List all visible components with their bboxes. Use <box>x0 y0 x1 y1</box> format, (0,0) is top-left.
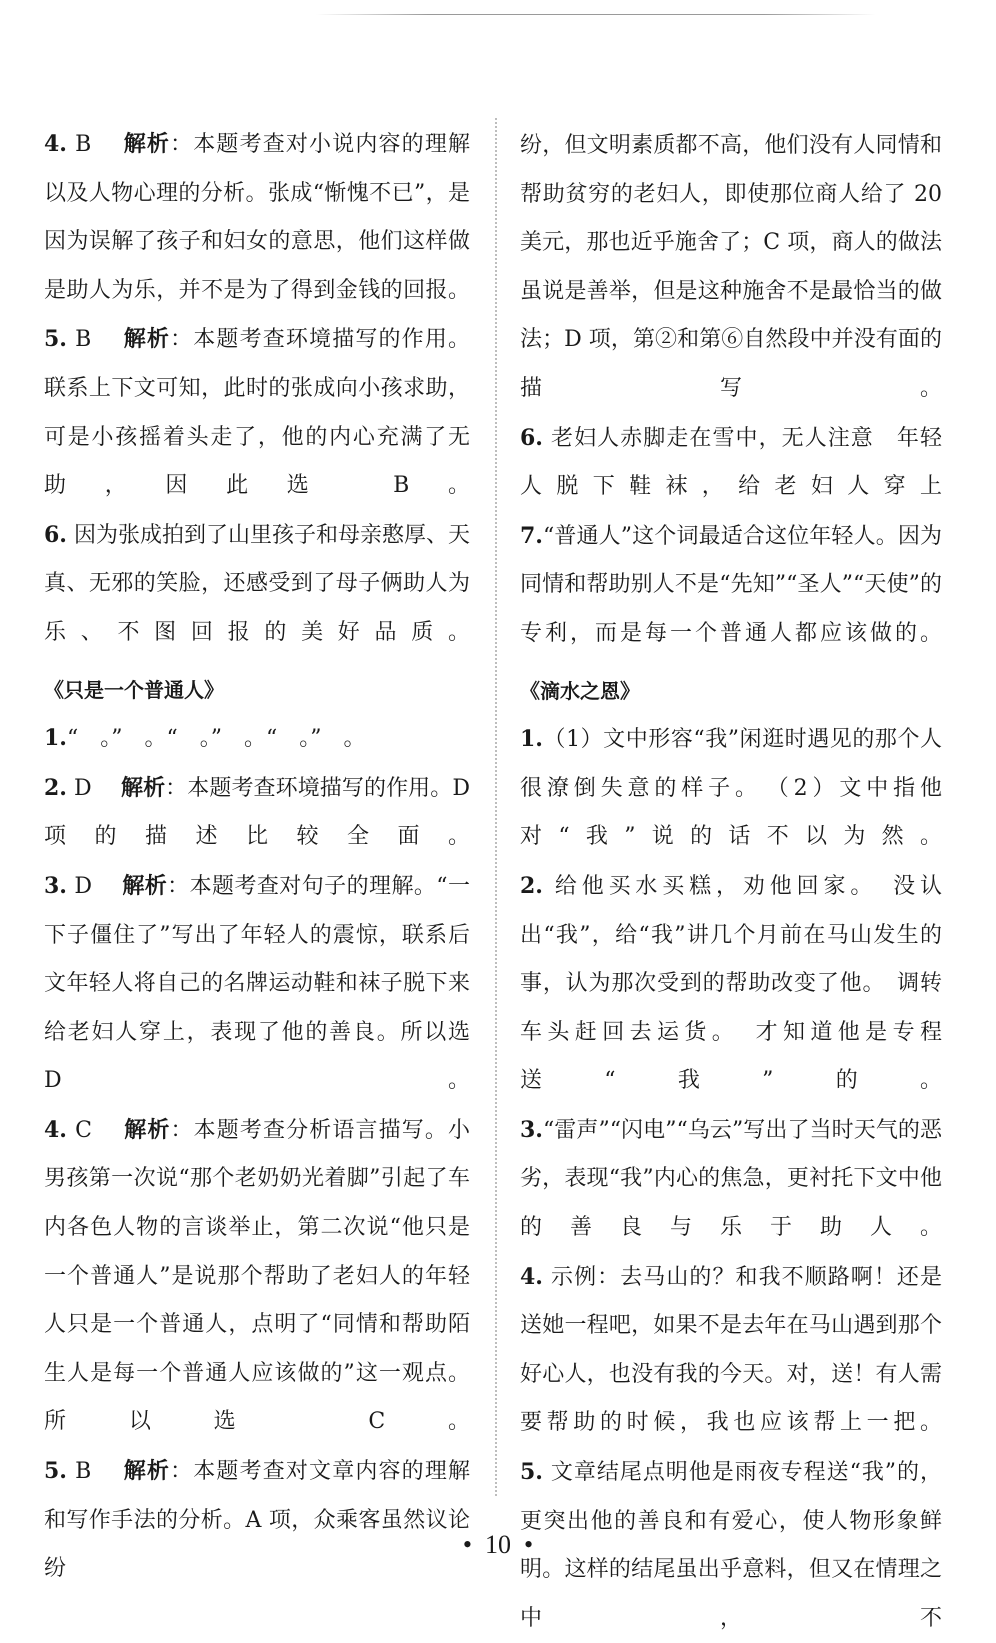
item-text: 给他买水买糕，劝他回家。 没认出“我”，给“我”讲几个月前在马山发生的事，认为那次受到的帮助改变了他。 调转车头赶回去运货。 才知道他是专程送“我”的。 <box>520 873 942 1094</box>
item-text: ：本题考查对文章内容的理解和写作手法的分析。A 项，众乘客虽然议论纷 <box>44 1459 470 1582</box>
item-text: ：本题考查对句子的理解。“一下子僵住了”写出了年轻人的震惊，联系后文年轻人将自己的名牌运动鞋和袜子脱下来给老妇人穿上，表现了他的善良。所以选 D。 <box>44 873 470 1094</box>
analysis-label: 解析 <box>120 775 166 801</box>
item-text: （1）文中形容“我”闲逛时遇见的那个人很潦倒失意的样子。 （2）文中指他对“我”说的话不以为然。 <box>520 727 942 850</box>
item-number: 1. <box>520 726 543 753</box>
item-number: 5. <box>44 1458 67 1485</box>
item-number: 2. <box>520 872 543 899</box>
item-number: 5. <box>520 1459 543 1486</box>
item-text: “ 。” 。“ 。” 。“ 。” 。 <box>66 726 366 752</box>
answer-item <box>520 715 942 862</box>
item-number: 4. <box>44 1116 67 1143</box>
item-number: 5. <box>44 326 67 353</box>
analysis-label: 解析 <box>123 327 171 353</box>
left-column <box>44 120 470 1594</box>
item-text: ：本题考查环境描写的作用。D 项的描述比较全面。 <box>44 775 470 850</box>
analysis-label: 解析 <box>123 1459 171 1485</box>
answer-item <box>44 1106 470 1447</box>
answer-item <box>44 315 470 510</box>
answer-item <box>44 862 470 1106</box>
item-answer: B <box>66 1459 92 1485</box>
item-number: 4. <box>44 131 67 157</box>
item-text: ：本题考查对小说内容的理解以及人物心理的分析。张成“惭愧不已”，是因为误解了孩子和妇女的意思，他们这样做是助人为乐，并不是为了得到金钱的回报。 <box>44 132 470 303</box>
item-answer: D <box>66 873 93 899</box>
column-divider <box>495 118 497 1496</box>
page-number: • 10 • <box>462 1530 534 1559</box>
answer-item <box>44 764 470 862</box>
answer-item <box>520 414 942 512</box>
item-number: 6. <box>520 424 543 451</box>
item-number: 6. <box>44 521 67 548</box>
section-title: 《只是一个普通人》 <box>44 677 224 702</box>
item-answer: B <box>66 132 92 157</box>
item-text: “普通人”这个词最适合这位年轻人。因为同情和帮助别人不是“先知”“圣人”“天使”的专利，而是每一个普通人都应该做的。 <box>520 523 942 646</box>
answer-item <box>44 511 470 658</box>
analysis-label: 解析 <box>123 132 171 157</box>
answer-item <box>520 1253 942 1448</box>
section-title: 《滴水之恩》 <box>520 678 640 703</box>
item-number: 7. <box>520 522 543 549</box>
answer-item <box>520 512 942 659</box>
item-text: ：本题考查环境描写的作用。联系上下文可知，此时的张成向小孩求助，可是小孩摇着头走了，他的内心充满了无助，因此选 B。 <box>44 327 470 499</box>
answer-item <box>520 862 942 1106</box>
item-text: 示例：去马山的？和我不顺路啊！还是送她一程吧，如果不是去年在马山遇到那个好心人，也没有我的今天。对，送！有人需要帮助的时候，我也应该帮上一把。 <box>520 1264 942 1436</box>
item-number: 3. <box>520 1116 543 1143</box>
answer-item <box>44 714 470 764</box>
item-answer: D <box>66 775 92 801</box>
item-number: 3. <box>44 872 67 899</box>
continued-text: 纷，但文明素质都不高，他们没有人同情和帮助贫穷的老妇人，即使那位商人给了 20 美元，那也近乎施舍了；C 项，商人的做法虽说是善举，但是这种施舍不是最恰当的做法；D 项，第②和第⑥自然段中并没有面的描写。 <box>520 133 942 401</box>
answer-item <box>44 120 470 315</box>
item-number: 2. <box>44 774 67 801</box>
analysis-label: 解析 <box>124 1117 171 1143</box>
item-text: ：本题考查分析语言描写。小男孩第一次说“那个老奶奶光着脚”引起了车内各色人物的言谈举止，第二次说“他只是一个普通人”是说那个帮助了老妇人的年轻人只是一个普通人，点明了“同情和帮助陌生人是每一个普通人应该做的”这一观点。所以选 C。 <box>44 1117 470 1435</box>
item-number: 1. <box>44 725 67 752</box>
answer-item <box>520 1106 942 1253</box>
answer-item <box>44 1447 470 1594</box>
item-text: 因为张成拍到了山里孩子和母亲憨厚、天真、无邪的笑脸，还感受到了母子俩助人为乐、不图回报的美好品质。 <box>44 522 470 645</box>
analysis-label: 解析 <box>122 873 168 899</box>
item-number: 4. <box>520 1263 543 1290</box>
item-text: “雷声”“闪电”“乌云”写出了当时天气的恶劣，表现“我”内心的焦急，更衬托下文中他的善良与乐于助人。 <box>520 1117 942 1241</box>
item-text: 老妇人赤脚走在雪中，无人注意 年轻人脱下鞋袜，给老妇人穿上 <box>520 425 942 500</box>
top-rule <box>316 14 876 15</box>
right-column <box>520 122 942 1643</box>
page-number-value: 10 <box>485 1530 511 1559</box>
item-answer: C <box>66 1117 92 1143</box>
item-answer: B <box>66 327 92 353</box>
item-text: 文章结尾点明他是雨夜专程送“我”的，更突出他的善良和有爱心，使人物形象鲜明。这样的结尾虽出乎意料，但又在情理之中，不 <box>520 1460 942 1631</box>
